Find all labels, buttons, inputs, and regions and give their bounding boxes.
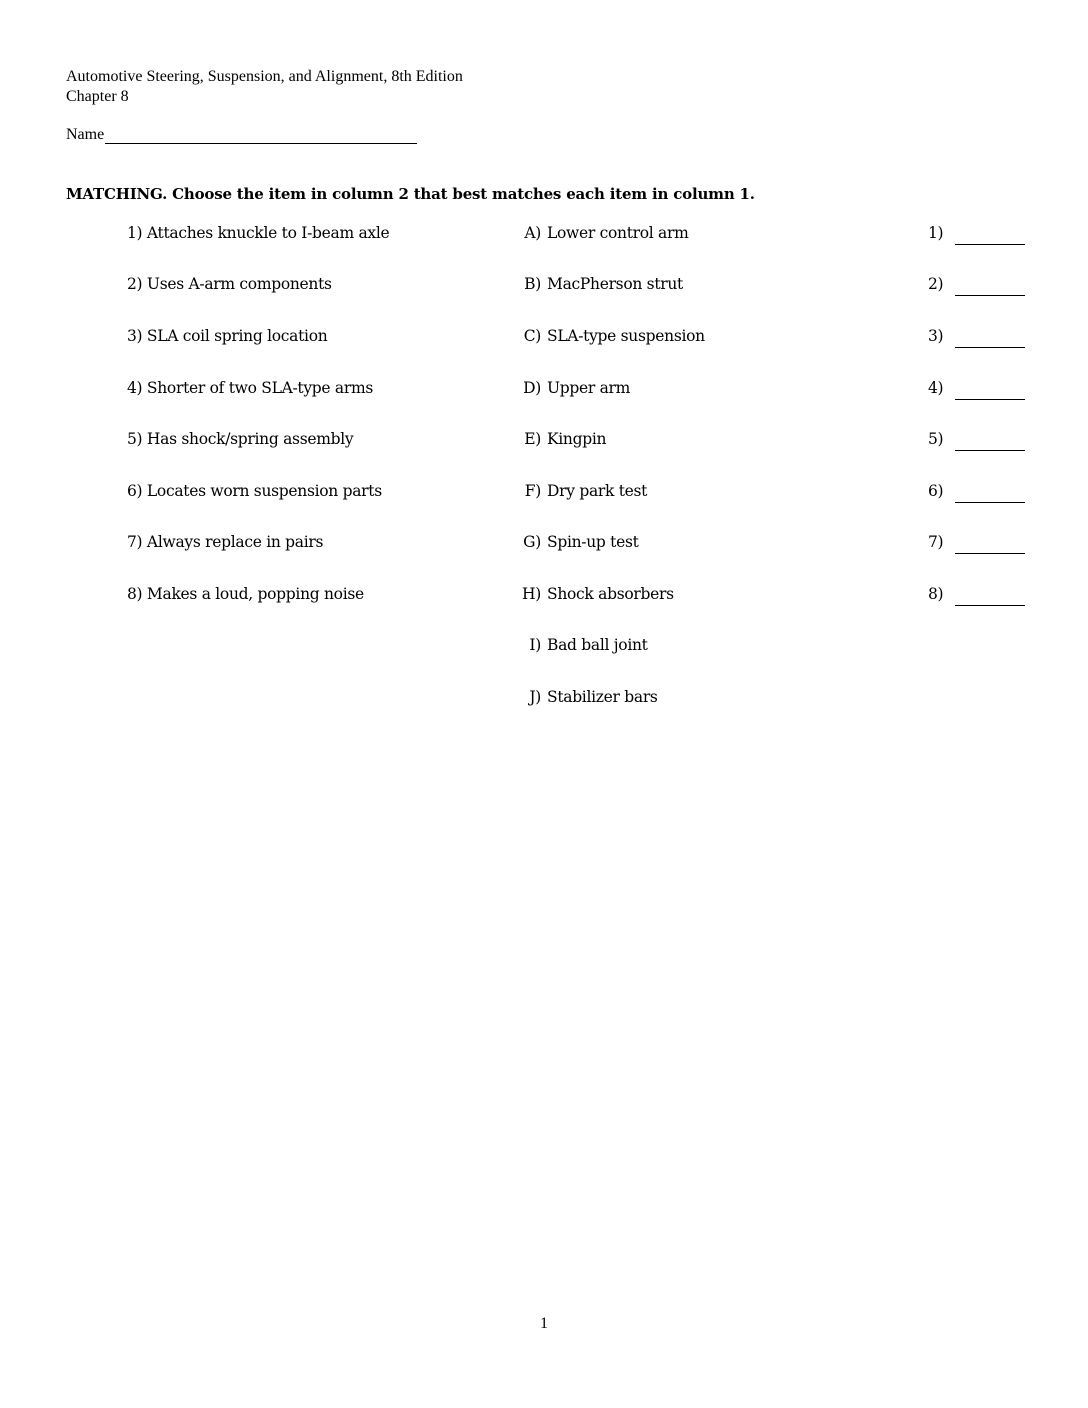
matching-row [0,379,1088,403]
matching-row [0,327,1088,351]
matching-row [0,688,1088,712]
column2-item: Shock absorbers [547,585,674,603]
document-header [66,67,463,107]
column2-item: Lower control arm [547,224,689,242]
answer-blank[interactable] [955,502,1025,503]
name-blank-line[interactable] [105,125,417,144]
column2-letter: I) [529,636,541,654]
book-title: Automotive Steering, Suspension, and Alignment, 8th Edition [66,68,463,85]
answer-number: 2) [928,275,944,293]
column1-item: 2) Uses A-arm components [127,275,332,293]
column2-item: Dry park test [547,482,648,500]
answer-number: 4) [928,379,944,397]
column2-item: Bad ball joint [547,636,648,654]
column2-letter: J) [529,688,541,706]
column2-item: MacPherson strut [547,275,683,293]
answer-blank[interactable] [955,553,1025,554]
column2-letter: G) [523,533,541,551]
matching-row [0,533,1088,557]
matching-row [0,636,1088,660]
answer-number: 6) [928,482,944,500]
answer-number: 7) [928,533,944,551]
answer-blank[interactable] [955,347,1025,348]
name-field[interactable] [66,125,417,144]
column2-item: Upper arm [547,379,631,397]
matching-row [0,224,1088,248]
answer-number: 1) [928,224,944,242]
answer-blank[interactable] [955,450,1025,451]
column2-letter: B) [524,275,541,293]
answer-blank[interactable] [955,244,1025,245]
column1-item: 3) SLA coil spring location [127,327,328,345]
column1-item: 6) Locates worn suspension parts [127,482,382,500]
page-number: 1 [540,1315,548,1332]
column2-letter: C) [523,327,541,345]
answer-number: 3) [928,327,944,345]
answer-number: 5) [928,430,944,448]
answer-blank[interactable] [955,605,1025,606]
answer-blank[interactable] [955,295,1025,296]
column1-item: 1) Attaches knuckle to I-beam axle [127,224,390,242]
column1-item: 8) Makes a loud, popping noise [127,585,364,603]
chapter-label: Chapter 8 [66,88,129,105]
column2-item: Spin-up test [547,533,639,551]
matching-row [0,430,1088,454]
matching-row [0,482,1088,506]
matching-row [0,275,1088,299]
answer-number: 8) [928,585,944,603]
column2-item: SLA-type suspension [547,327,705,345]
column1-item: 5) Has shock/spring assembly [127,430,354,448]
matching-instructions: MATCHING. Choose the item in column 2 that best matches each item in column 1. [66,185,755,203]
column2-letter: H) [522,585,541,603]
column2-letter: E) [524,430,541,448]
column2-item: Kingpin [547,430,607,448]
column2-letter: A) [524,224,541,242]
column2-letter: F) [524,482,541,500]
name-label: Name [66,126,105,143]
matching-row [0,585,1088,609]
column1-item: 7) Always replace in pairs [127,533,324,551]
column1-item: 4) Shorter of two SLA-type arms [127,379,374,397]
column2-letter: D) [523,379,541,397]
answer-blank[interactable] [955,399,1025,400]
column2-item: Stabilizer bars [547,688,658,706]
